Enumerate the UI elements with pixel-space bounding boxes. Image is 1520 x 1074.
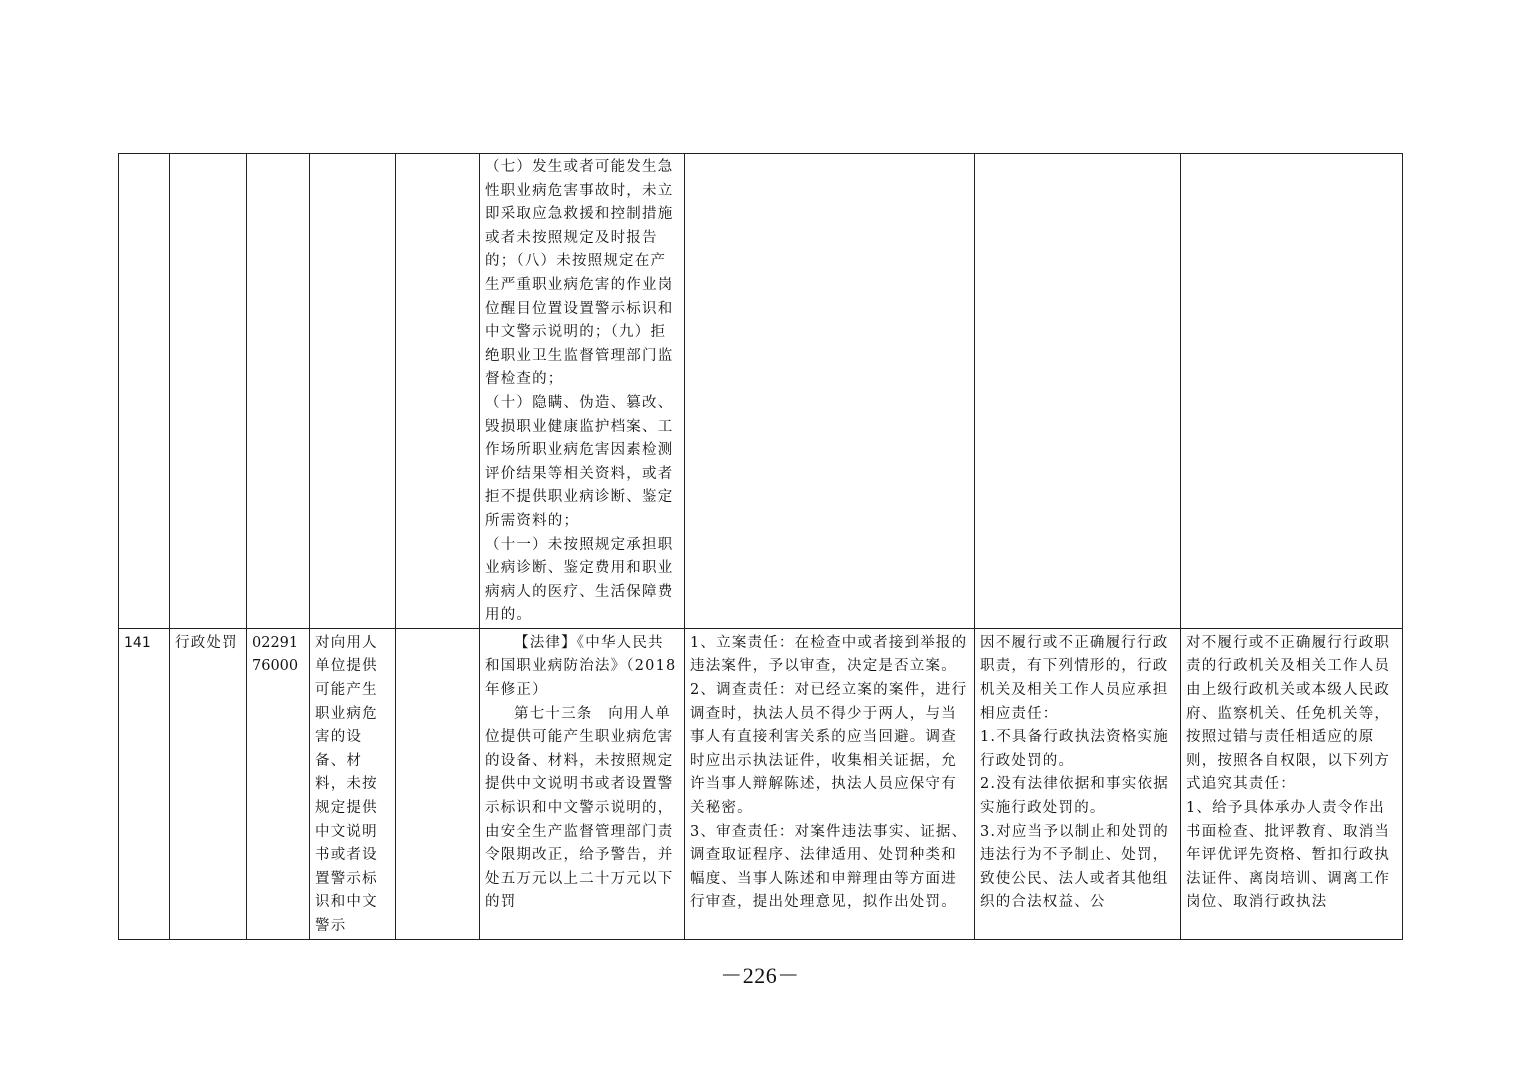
basis-paragraph: 【法律】《中华人民共和国职业病防治法》（2018年修正）: [485, 634, 677, 699]
cell-code-empty: [247, 154, 310, 629]
basis-paragraph: （十）隐瞒、伪造、篡改、毁损职业健康监护档案、工作场所职业病危害因素检测评价结果等相关资料，或者拒不提供职业病诊断、鉴定所需资料的；: [485, 394, 674, 529]
accountability-paragraph: 2.没有法律依据和事实依据实施行政处罚的。: [980, 776, 1169, 817]
cell-responsibility: [685, 628, 975, 939]
basis-paragraph: 第七十三条 向用人单位提供可能产生职业病危害的设备、材料，未按照规定提供中文说明书或者设置警示标识和中文警示说明的，由安全生产监督管理部门责令限期改正，给予警告，并处五万元以上二十万元以下的罚: [485, 705, 674, 911]
penalty-paragraph: 对不履行或不正确履行行政职责的行政机关及相关工作人员由上级行政机关或本级人民政府、监察机关、任免机关等，按照过错与责任相适应的原则，按照各自权限，以下列方式追究其责任：: [1186, 634, 1391, 793]
cell-seq-empty: [119, 154, 170, 629]
cell-item: [310, 628, 396, 939]
cell-c5: [396, 628, 480, 939]
cell-item-empty: [310, 154, 396, 629]
seq-number: 141: [124, 634, 151, 651]
basis-paragraph: （十一）未按照规定承担职业病诊断、鉴定费用和职业病病人的医疗、生活保障费用的。: [485, 536, 674, 624]
cell-seq: [119, 628, 170, 939]
item-type: 行政处罚: [175, 634, 238, 651]
cell-type: [170, 628, 247, 939]
cell-code: [247, 628, 310, 939]
item-name: 对向用人单位提供可能产生职业病危害的设备、材料，未按规定提供中文说明书或者设置警示标识和中文警示: [315, 634, 378, 934]
accountability-paragraph: 1.不具备行政执法资格实施行政处罚的。: [980, 729, 1169, 769]
page-number: －226－: [720, 963, 800, 988]
enforcement-table: [118, 153, 1403, 940]
cell-type-empty: [170, 154, 247, 629]
cell-basis-continued: [480, 154, 685, 629]
cell-penalty: [1181, 628, 1403, 939]
cell-accountability: [975, 628, 1181, 939]
cell-basis: [480, 628, 685, 939]
table-row-continued: [119, 154, 1403, 629]
responsibility-paragraph: 3、审查责任：对案件违法事实、证据、调查取证程序、法律适用、处罚种类和幅度、当事人陈述和申辩理由等方面进行审查，提出处理意见，拟作出处罚。: [690, 823, 968, 911]
basis-paragraph: （七）发生或者可能发生急性职业病危害事故时，未立即采取应急救援和控制措施或者未按照规定及时报告的；（八）未按照规定在产生严重职业病危害的作业岗位醒目位置设置警示标识和中文警示说明的；（九）拒绝职业卫生监督管理部门监督检查的；: [485, 159, 674, 388]
responsibility-paragraph: 2、调查责任：对已经立案的案件，进行调查时，执法人员不得少于两人，与当事人有直接利害关系的应当回避。调查时应出示执法证件，收集相关证据，允许当事人辩解陈述，执法人员应保守有关秘密。: [690, 682, 968, 817]
cell-penalty-empty: [1181, 154, 1403, 629]
cell-responsibility-empty: [685, 154, 975, 629]
accountability-paragraph: 3.对应当予以制止和处罚的违法行为不予制止、处罚，致使公民、法人或者其他组织的合法权益、公: [980, 823, 1169, 911]
responsibility-paragraph: 1、立案责任：在检查中或者接到举报的违法案件，予以审查，决定是否立案。: [690, 634, 968, 675]
item-code: 0229176000: [252, 634, 299, 675]
cell-c5-empty: [396, 154, 480, 629]
cell-accountability-empty: [975, 154, 1181, 629]
table-row-141: [119, 628, 1403, 939]
accountability-paragraph: 因不履行或不正确履行行政职责，有下列情形的，行政机关及相关工作人员应承担相应责任：: [980, 634, 1169, 722]
penalty-paragraph: 1、给予具体承办人责令作出书面检查、批评教育、取消当年评优评先资格、暂扣行政执法证件、离岗培训、调离工作岗位、取消行政执法: [1186, 800, 1391, 911]
